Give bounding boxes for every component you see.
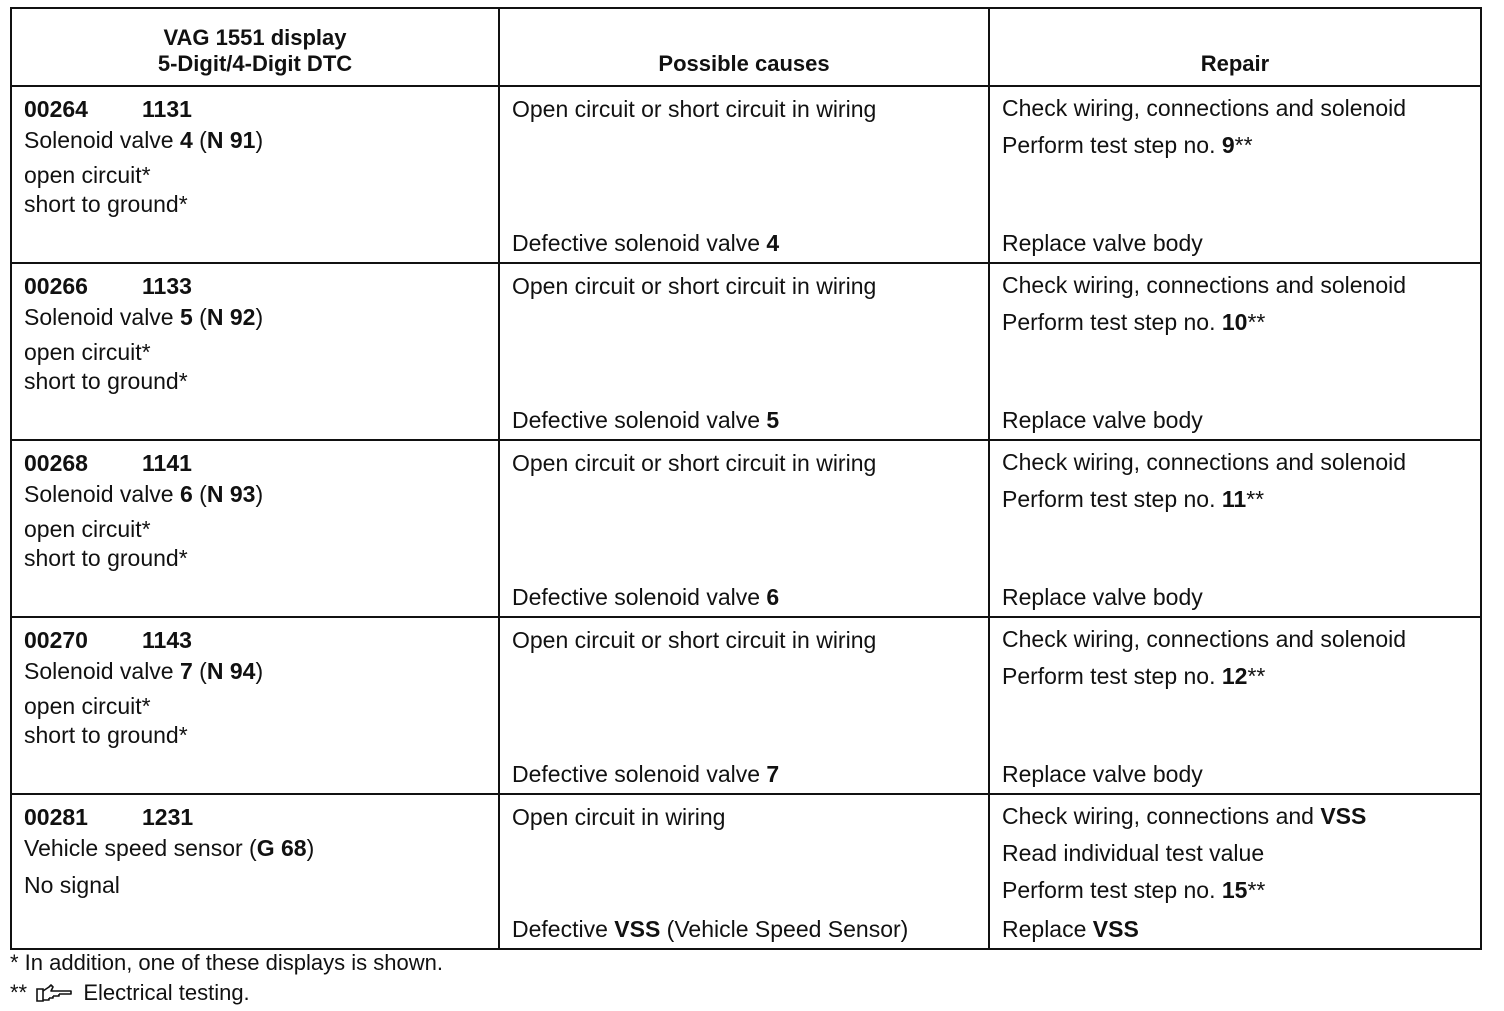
table-row [11,86,1481,263]
dtc-cell [11,263,499,440]
dtc-table [10,7,1482,950]
component-name: Solenoid valve 4 (N 91) [24,127,264,153]
component-name: Solenoid valve 5 (N 92) [24,304,264,330]
repair-step: Check wiring, connections and solenoid [1002,626,1407,652]
component-name: Solenoid valve 7 (N 94) [24,658,264,684]
causes-cell [499,794,989,949]
repair-cell [989,794,1481,949]
repair-cell [989,263,1481,440]
cause: Defective solenoid valve 5 [512,407,780,433]
causes-cell [499,440,989,617]
dtc-codes: 00270 1143 [24,627,192,653]
dtc-codes: 00268 1141 [24,450,192,476]
table-row [11,263,1481,440]
repair-step: Check wiring, connections and VSS [1002,803,1367,829]
cause: Defective VSS (Vehicle Speed Sensor) [512,916,909,942]
condition: open circuit* [24,516,151,542]
repair-step: Read individual test value [1002,840,1265,866]
cause: Open circuit or short circuit in wiring [512,273,877,299]
table-row [11,617,1481,794]
condition: short to ground* [24,722,188,748]
causes-cell [499,86,989,263]
repair-step: Perform test step no. 11** [1002,486,1265,512]
header-repair: Repair [989,8,1481,86]
condition: open circuit* [24,339,151,365]
component-name: Solenoid valve 6 (N 93) [24,481,264,507]
repair-step: Check wiring, connections and solenoid [1002,272,1407,298]
condition: open circuit* [24,693,151,719]
footnote-double-star: ** Electrical testing. [10,978,443,1011]
pointing-hand-icon [35,981,75,1011]
dtc-codes: 00281 1231 [24,804,194,830]
condition: short to ground* [24,191,188,217]
footnotes [10,948,443,1011]
cause: Defective solenoid valve 7 [512,761,780,787]
cause: Open circuit in wiring [512,804,726,830]
repair-step: Perform test step no. 15** [1002,877,1266,903]
repair-step: Check wiring, connections and solenoid [1002,95,1407,121]
dtc-cell [11,86,499,263]
dtc-codes: 00264 1131 [24,96,192,122]
repair-step: Perform test step no. 10** [1002,309,1266,335]
repair-cell [989,440,1481,617]
table-row [11,794,1481,949]
footnote-single-star: * In addition, one of these displays is shown. [10,950,443,975]
repair-cell [989,617,1481,794]
repair-step: Replace valve body [1002,230,1203,256]
condition: short to ground* [24,368,188,394]
repair-step: Replace VSS [1002,916,1139,942]
dtc-codes: 00266 1133 [24,273,192,299]
cause: Defective solenoid valve 6 [512,584,780,610]
dtc-cell [11,440,499,617]
dtc-cell [11,617,499,794]
condition: open circuit* [24,162,151,188]
header-vag-display: VAG 1551 display 5-Digit/4-Digit DTC [11,8,499,86]
cause: Defective solenoid valve 4 [512,230,780,256]
causes-cell [499,617,989,794]
repair-step: Replace valve body [1002,584,1203,610]
repair-step: Replace valve body [1002,761,1203,787]
cause: Open circuit or short circuit in wiring [512,627,877,653]
table-header-row [11,8,1481,86]
header-possible-causes: Possible causes [499,8,989,86]
dtc-cell [11,794,499,949]
repair-step: Check wiring, connections and solenoid [1002,449,1407,475]
cause: Open circuit or short circuit in wiring [512,450,877,476]
component-name: Vehicle speed sensor (G 68) [24,835,315,861]
condition: No signal [24,872,120,898]
repair-step: Replace valve body [1002,407,1203,433]
repair-step: Perform test step no. 12** [1002,663,1266,689]
repair-cell [989,86,1481,263]
condition: short to ground* [24,545,188,571]
causes-cell [499,263,989,440]
cause: Open circuit or short circuit in wiring [512,96,877,122]
repair-step: Perform test step no. 9** [1002,132,1253,158]
table-row [11,440,1481,617]
